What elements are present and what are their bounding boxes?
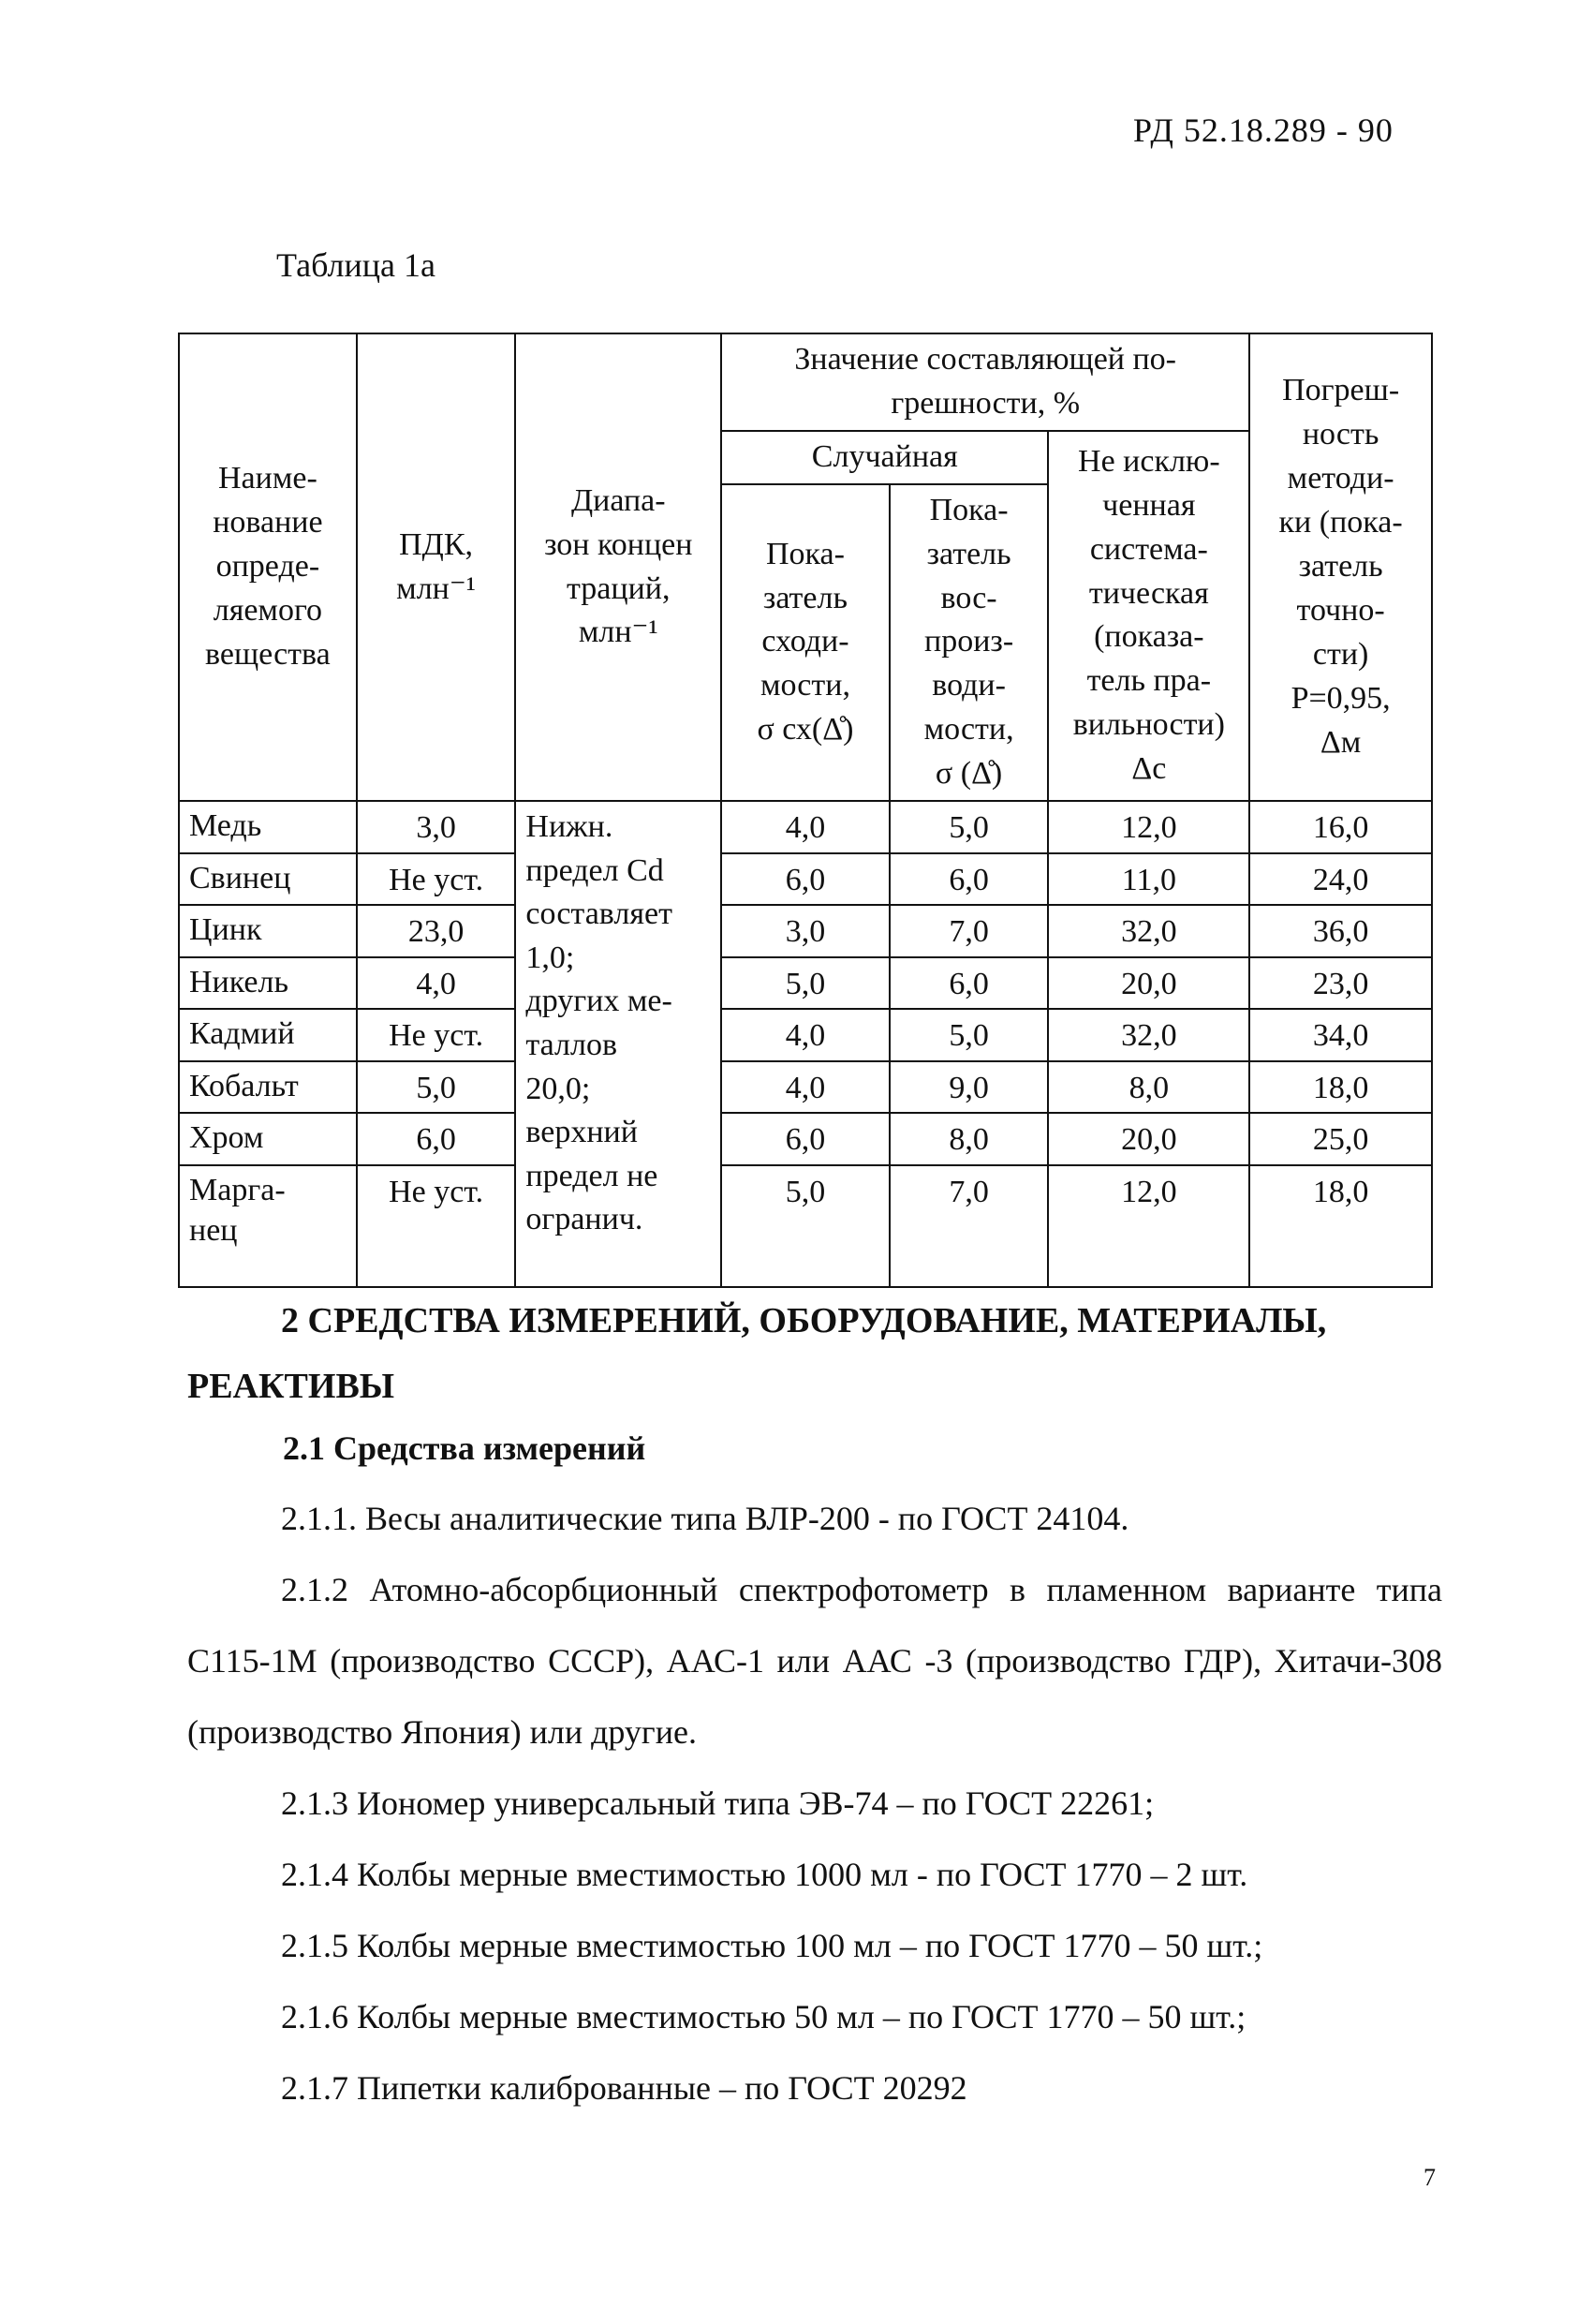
cell-accuracy: 25,0 — [1249, 1113, 1432, 1165]
cell-systematic: 11,0 — [1048, 853, 1249, 906]
cell-reproducibility: 5,0 — [890, 1009, 1049, 1061]
cell-accuracy: 23,0 — [1249, 957, 1432, 1010]
cell-substance: Свинец — [179, 853, 357, 906]
subsection-heading: 2.1 Средства измерений — [283, 1429, 646, 1467]
list-item: 2.1.6 Колбы мерные вместимостью 50 мл – по ГОСТ 1770 – 50 шт.; — [281, 1998, 1246, 2035]
cell-pdk: Не уст. — [357, 1009, 516, 1061]
document-code: РД 52.18.289 - 90 — [1133, 111, 1394, 149]
header-systematic: Не исклю- ченная система- тическая (показа- тель пра- вильности) Δс — [1048, 431, 1249, 801]
table-row — [179, 1165, 1432, 1287]
header-accuracy: Погреш- ность методи- ки (пока- затель точно- сти) Р=0,95, Δм — [1249, 333, 1432, 801]
list-item: 2.1.5 Колбы мерные вместимостью 100 мл – по ГОСТ 1770 – 50 шт.; — [281, 1927, 1263, 1964]
header-range: Диапа- зон концен траций, млн⁻¹ — [515, 333, 721, 801]
cell-accuracy: 16,0 — [1249, 801, 1432, 853]
cell-pdk: Не уст. — [357, 1165, 516, 1287]
cell-accuracy: 18,0 — [1249, 1061, 1432, 1114]
cell-repeatability: 5,0 — [721, 1165, 890, 1287]
cell-reproducibility: 7,0 — [890, 1165, 1049, 1287]
page-number: 7 — [1423, 2164, 1436, 2191]
cell-pdk: 3,0 — [357, 801, 516, 853]
table-row — [179, 853, 1432, 906]
cell-repeatability: 6,0 — [721, 853, 890, 906]
cell-reproducibility: 9,0 — [890, 1061, 1049, 1114]
cell-pdk: 6,0 — [357, 1113, 516, 1165]
cell-range-note: Нижн. предел Cd составляет 1,0; других ме- таллов 20,0; верхний предел не огранич. — [515, 801, 721, 1287]
cell-reproducibility: 6,0 — [890, 957, 1049, 1010]
table-row — [179, 1061, 1432, 1114]
cell-systematic: 20,0 — [1048, 1113, 1249, 1165]
cell-systematic: 12,0 — [1048, 801, 1249, 853]
list-item: 2.1.1. Весы аналитические типа ВЛР-200 - по ГОСТ 24104. — [281, 1500, 1129, 1537]
cell-accuracy: 18,0 — [1249, 1165, 1432, 1287]
cell-pdk: 4,0 — [357, 957, 516, 1010]
cell-systematic: 8,0 — [1048, 1061, 1249, 1114]
list-item: 2.1.7 Пипетки калиброванные – по ГОСТ 20292 — [281, 2069, 967, 2107]
section-heading: 2 СРЕДСТВА ИЗМЕРЕНИЙ, ОБОРУДОВАНИЕ, МАТЕРИАЛЫ, РЕАКТИВЫ — [187, 1301, 1327, 1406]
cell-systematic: 20,0 — [1048, 957, 1249, 1010]
cell-accuracy: 34,0 — [1249, 1009, 1432, 1061]
table-caption: Таблица 1а — [276, 246, 435, 284]
list-item: 2.1.4 Колбы мерные вместимостью 1000 мл - по ГОСТ 1770 – 2 шт. — [281, 1856, 1248, 1893]
cell-repeatability: 4,0 — [721, 1009, 890, 1061]
list-item: 2.1.3 Иономер универсальный типа ЭВ-74 – по ГОСТ 22261; — [281, 1784, 1155, 1822]
cell-reproducibility: 6,0 — [890, 853, 1049, 906]
cell-substance: Кадмий — [179, 1009, 357, 1061]
header-repeatability: Пока- затель сходи- мости, σ сх(Δ̊) — [721, 484, 890, 801]
header-random: Случайная — [721, 431, 1048, 484]
table-row — [179, 957, 1432, 1010]
cell-substance: Цинк — [179, 905, 357, 957]
table-row — [179, 905, 1432, 957]
cell-reproducibility: 8,0 — [890, 1113, 1049, 1165]
cell-systematic: 32,0 — [1048, 1009, 1249, 1061]
header-substance: Наиме- нование опреде- ляемого вещества — [179, 333, 357, 801]
cell-systematic: 12,0 — [1048, 1165, 1249, 1287]
cell-repeatability: 4,0 — [721, 801, 890, 853]
cell-reproducibility: 5,0 — [890, 801, 1049, 853]
cell-reproducibility: 7,0 — [890, 905, 1049, 957]
table-row — [179, 1009, 1432, 1061]
cell-pdk: 23,0 — [357, 905, 516, 957]
table-row — [179, 1113, 1432, 1165]
cell-systematic: 32,0 — [1048, 905, 1249, 957]
cell-pdk: Не уст. — [357, 853, 516, 906]
cell-repeatability: 4,0 — [721, 1061, 890, 1114]
cell-accuracy: 36,0 — [1249, 905, 1432, 957]
cell-repeatability: 3,0 — [721, 905, 890, 957]
header-reproducibility: Пока- затель вос- произ- води- мости, σ (Δ̊) — [890, 484, 1049, 801]
list-item: 2.1.2 Атомно-абсорбционный спектрофотометр в пламенном варианте типа С115-1М (производство СССР), ААС-1 или ААС -3 (производство ГДР), Хитачи-308 (производство Япония) или другие. — [187, 1571, 1442, 1751]
cell-repeatability: 5,0 — [721, 957, 890, 1010]
cell-substance: Кобальт — [179, 1061, 357, 1114]
header-error-group: Значение составляющей по- грешности, % — [721, 333, 1249, 431]
cell-substance: Хром — [179, 1113, 357, 1165]
cell-substance: Медь — [179, 801, 357, 853]
cell-substance: Никель — [179, 957, 357, 1010]
cell-pdk: 5,0 — [357, 1061, 516, 1114]
error-table — [178, 333, 1433, 1288]
table-row — [179, 801, 1432, 853]
header-pdk: ПДК, млн⁻¹ — [357, 333, 516, 801]
cell-substance: Марга- нец — [179, 1165, 357, 1287]
cell-repeatability: 6,0 — [721, 1113, 890, 1165]
cell-accuracy: 24,0 — [1249, 853, 1432, 906]
